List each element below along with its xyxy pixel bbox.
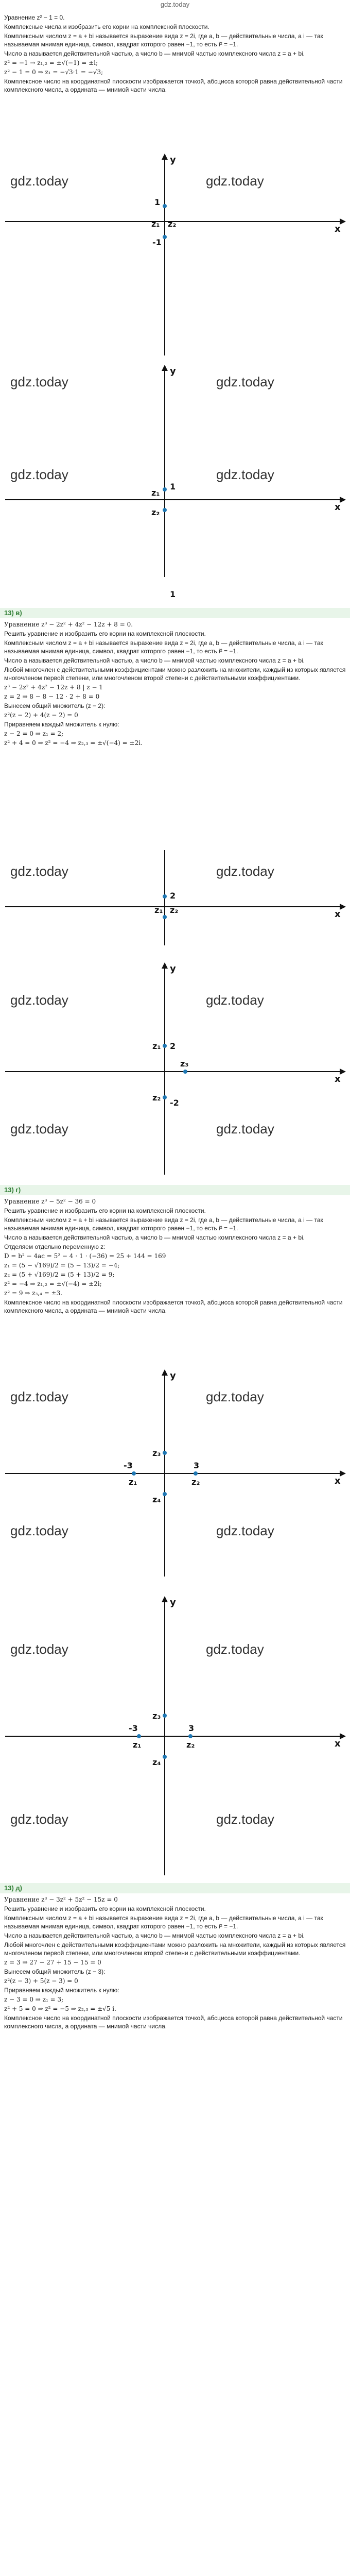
- line: Решить уравнение и изобразить его корни на комплексной плоскости.: [4, 1207, 206, 1214]
- point-label: z₁: [154, 905, 163, 915]
- line: z₂ = (5 + √169)/2 = (5 + 13)/2 = 9;: [4, 1271, 115, 1278]
- line: Число a называется действительной частью, а число b — мнимой частью комплексного числа z = a + bi.: [4, 1234, 305, 1241]
- watermark: gdz.today: [216, 1811, 274, 1827]
- tick-label: -3: [124, 1461, 133, 1470]
- line: z²(z − 3) + 5(z − 3) = 0: [4, 1977, 78, 1985]
- line: Любой многочлен с действительными коэффициентами можно разложить на множители, каждый из которых является многочленом первой степени, или многочленом второй степени с действительными коэффициентами.: [4, 1941, 346, 1957]
- watermark: gdz.today: [206, 1641, 264, 1657]
- line: Комплексные числа и изобразить его корни на комплексной плоскости.: [4, 23, 209, 30]
- tick-label: 1: [170, 482, 176, 492]
- y-axis-label: y: [170, 1597, 176, 1608]
- tick-label: 3: [194, 1461, 200, 1470]
- tick-label: 1: [170, 589, 176, 599]
- x-axis-label: x: [335, 1738, 341, 1749]
- watermark: gdz.today: [216, 1523, 274, 1538]
- watermark: gdz.today: [10, 1121, 68, 1137]
- watermark: gdz.today: [206, 173, 264, 189]
- line: Комплексное число на координатной плоскости изображается точкой, абсцисса которой равна действительной части комплексного числа, а ордината — мнимой части числа.: [4, 1299, 343, 1314]
- watermark: gdz.today: [216, 374, 274, 389]
- line: z = 2 ⇒ 8 − 8 − 12 ⋅ 2 + 8 = 0: [4, 693, 100, 700]
- point-label: z₃: [180, 1059, 189, 1069]
- point-label: z₁: [152, 1041, 161, 1051]
- section-header: 13) в): [0, 608, 350, 618]
- tick-label: 2: [170, 891, 176, 901]
- tick-label: -3: [129, 1723, 138, 1733]
- point-label: z₃: [152, 1711, 161, 1721]
- watermark: gdz.today: [10, 374, 68, 389]
- site-name: gdz.today: [160, 1, 190, 8]
- watermark: gdz.today: [10, 863, 68, 879]
- tick-label: 2: [170, 1041, 176, 1051]
- line: Приравняем каждый множитель к нулю:: [4, 721, 119, 728]
- line: Уравнение z³ − 3z² + 5z² − 15z = 0: [4, 1896, 118, 1903]
- line: z − 3 = 0 ⇒ z₁ = 3;: [4, 1996, 64, 2003]
- x-axis-label: x: [335, 224, 341, 234]
- complex-plane-graph-2: [0, 361, 350, 582]
- watermark: gdz.today: [216, 1121, 274, 1137]
- watermark: gdz.today: [216, 863, 274, 879]
- x-axis-label: x: [335, 1074, 341, 1084]
- section-3: [0, 1185, 350, 1318]
- line: z = 3 ⇒ 27 − 27 + 15 − 15 = 0: [4, 1959, 101, 1966]
- section-3-text: [0, 1195, 350, 1318]
- line: Комплексное число на координатной плоскости изображается точкой, абсцисса которой равна действительной части комплексного числа, а ордината — мнимой части числа.: [4, 78, 343, 93]
- x-axis-label: x: [335, 909, 341, 920]
- line: Комплексное число на координатной плоскости изображается точкой, абсцисса которой равна действительной части комплексного числа, а ордината — мнимой части числа.: [4, 2014, 343, 2030]
- y-axis-label: y: [170, 366, 176, 377]
- watermark: gdz.today: [206, 1389, 264, 1404]
- line: z² − 1 = 0 ⇒ z₁ = −√3·1 = −√3;: [4, 69, 103, 76]
- watermark: gdz.today: [10, 173, 68, 189]
- complex-plane-graph-1: [0, 149, 350, 366]
- section-1: [0, 11, 350, 97]
- point-label: z₂: [170, 905, 179, 915]
- line: z² = 9 ⇒ z₃,₄ = ±3.: [4, 1290, 63, 1297]
- complex-plane-graph-4: [0, 845, 350, 948]
- section-header: 13) д): [0, 1883, 350, 1893]
- tick-label: -1: [152, 238, 162, 247]
- complex-plane-graph-5: [0, 958, 350, 1180]
- section-1-text: [0, 11, 350, 97]
- line: Любой многочлен с действительными коэффициентами можно разложить на множители, каждый из которых является многочленом первой степени, или многочленом второй степени с действительными коэффициентами.: [4, 666, 346, 682]
- section-4-text: [0, 1893, 350, 2033]
- point-label: z₂: [152, 1093, 161, 1103]
- point-label: z₁: [133, 1740, 142, 1750]
- watermark: gdz.today: [10, 1641, 68, 1657]
- line: z − 2 = 0 ⇒ z₁ = 2;: [4, 730, 64, 737]
- line: Приравняем каждый множитель к нулю:: [4, 1987, 119, 1994]
- point-label: z₃: [152, 1448, 161, 1458]
- line: Решить уравнение и изобразить его корни на комплексной плоскости.: [4, 630, 206, 637]
- complex-plane-graph-7: [0, 1592, 350, 1880]
- x-axis-label: x: [335, 1476, 341, 1486]
- line: D = b² − 4ac = 5² − 4 ⋅ 1 ⋅ (−36) = 25 + 144 = 169: [4, 1252, 166, 1260]
- line: z² + 4 = 0 ⇒ z² = −4 ⇒ z₂,₃ = ±√(−4) = ±2i.: [4, 739, 143, 747]
- line: Комплексным числом z = a + bi называется выражение вида z = 2i, где a, b — действительные числа, а i — так называемая мнимая единица, символ, квадрат которого равен −1, то есть i² = −1.: [4, 639, 323, 655]
- line: Отделяем отдельно переменную z:: [4, 1243, 106, 1250]
- site-header: [0, 0, 350, 11]
- line: Уравнение z³ − 2z² + 4z² − 12z + 8 = 0.: [4, 621, 133, 628]
- line: Комплексным числом z = a + bi называется выражение вида z = 2i, где a, b — действительные числа, а i — так называемая мнимая единица, символ, квадрат которого равен −1, то есть i² = −1.: [4, 1216, 323, 1232]
- watermark: gdz.today: [216, 467, 274, 482]
- line: Решить уравнение и изобразить его корни на комплексной плоскости.: [4, 1905, 206, 1912]
- point-label: z₄: [152, 1495, 161, 1504]
- line: Вынесем общий множитель (z − 2):: [4, 702, 106, 709]
- point-label: z₂: [151, 507, 160, 517]
- line: z² = −4 ⇒ z₁,₂ = ±√(−4) = ±2i;: [4, 1280, 102, 1287]
- line: z²(z − 2) + 4(z − 2) = 0: [4, 711, 78, 719]
- section-4: [0, 1883, 350, 2033]
- section-2-text: [0, 618, 350, 750]
- point-label: z₁: [151, 219, 160, 229]
- line: Число a называется действительной частью, а число b — мнимой частью комплексного числа z = a + bi.: [4, 1932, 305, 1939]
- point-label: z₂: [186, 1740, 195, 1750]
- y-axis-label: y: [170, 155, 176, 165]
- line: z³ − 2z² + 4z² − 12z + 8 | z − 1: [4, 684, 103, 691]
- line: Число a называется действительной частью, а число b — мнимой частью комплексного числа z = a + bi.: [4, 50, 305, 57]
- complex-plane-graph-6: [0, 1365, 350, 1582]
- line: z₁ = (5 − √169)/2 = (5 − 13)/2 = −4;: [4, 1262, 120, 1269]
- line: z² = −1 → z₁,₂ = ±√(−1) = ±i;: [4, 59, 98, 66]
- watermark: gdz.today: [10, 467, 68, 482]
- y-axis-label: y: [170, 963, 176, 974]
- line: Вынесем общий множитель (z − 3):: [4, 1968, 106, 1975]
- line: Уравнение z² − 1 = 0.: [4, 14, 65, 21]
- point-label: z₄: [152, 1757, 161, 1767]
- line: Число a называется действительной частью, а число b — мнимой частью комплексного числа z = a + bi.: [4, 657, 305, 664]
- point-label: z₁: [129, 1477, 137, 1487]
- section-header: 13) г): [0, 1185, 350, 1195]
- watermark: gdz.today: [206, 992, 264, 1008]
- y-axis-label: y: [170, 1370, 176, 1381]
- watermark: gdz.today: [10, 1523, 68, 1538]
- line: z² + 5 = 0 ⇒ z² = −5 ⇒ z₂,₃ = ±√5 i.: [4, 2005, 116, 2012]
- point-label: z₂: [191, 1477, 200, 1487]
- point-label: z₂: [168, 219, 177, 229]
- x-axis-label: x: [335, 502, 341, 513]
- watermark: gdz.today: [10, 992, 68, 1008]
- tick-label: 1: [154, 197, 161, 207]
- tick-label: 3: [188, 1723, 195, 1733]
- line: Уравнение z³ − 5z² − 36 = 0: [4, 1198, 96, 1205]
- line: Комплексным числом z = a + bi называется выражение вида z = 2i, где a, b — действительные числа, а i — так называемая мнимая единица, символ, квадрат которого равен −1, то есть i² = −1.: [4, 1914, 323, 1930]
- watermark: gdz.today: [10, 1811, 68, 1827]
- section-2: [0, 608, 350, 750]
- complex-plane-graph-3: [0, 585, 350, 605]
- line: Комплексным числом z = a + bi называется выражение вида z = 2i, где a, b — действительные числа, а i — так называемая мнимая единица, символ, квадрат которого равен −1, то есть i² = −1.: [4, 32, 323, 48]
- tick-label: -2: [170, 1098, 179, 1108]
- point-label: z₁: [151, 488, 160, 498]
- watermark: gdz.today: [10, 1389, 68, 1404]
